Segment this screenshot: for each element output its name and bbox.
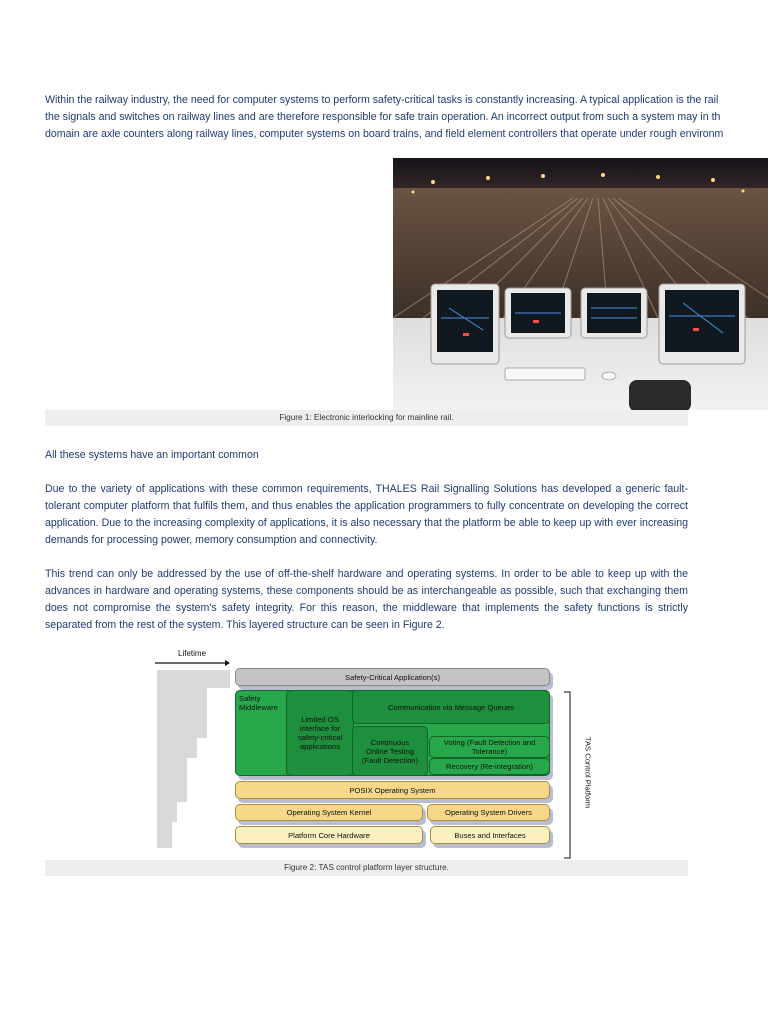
paragraph-thales: Due to the variety of applications with these common requirements, THALES Rail Signalling Solutions has developed a generic fault-tolerant computer platform that fulfils them, and thus enables the application programmers to fully concentrate on developing the correct application. Due to the increasing complexity of applications, it is also necessary that the platform be able to keep up with ever increasing demands for processing power, memory consumption and connectivity.	[45, 483, 688, 546]
layer-os-kernel: Operating System Kernel	[235, 804, 423, 821]
layer-core-hardware: Platform Core Hardware	[235, 826, 423, 844]
layer-posix: POSIX Operating System	[235, 781, 550, 799]
layer-diagram	[150, 646, 593, 862]
tas-platform-label: TAS Control Platform	[583, 736, 593, 809]
lifetime-arrowhead	[225, 660, 230, 666]
paragraph-common: All these systems have an important common	[45, 449, 259, 461]
layer-application: Safety-Critical Application(s)	[235, 668, 550, 686]
box-voting: Voting (Fault Detection and Tolerance)	[429, 736, 550, 758]
intro-line-1: Within the railway industry, the need for computer systems to perform safety-critical tasks is constantly increasing. A typical application is the rail	[45, 94, 719, 106]
box-limited-os: Limited OS interface for safety-critical applications	[286, 690, 354, 776]
intro-line-3: domain are axle counters along railway lines, computer systems on board trains, and field element controllers that operate under rough environm	[45, 128, 724, 140]
paragraph-trend: This trend can only be addressed by the use of off-the-shelf hardware and operating systems. In order to be able to keep up with the advances in hardware and operating systems, these components should be as interchangeable as possible, such that exchanging them does not compromise the system's safety integrity. For this reason, the middleware that implements the safety functions is strictly separated from the rest of the system. This layered structure can be seen in Figure 2.	[45, 568, 688, 631]
interlocking-photo	[393, 158, 768, 410]
box-online-testing: Continuous Online Testing (Fault Detection)	[352, 726, 428, 776]
intro-paragraph	[45, 92, 768, 143]
layer-os-drivers: Operating System Drivers	[427, 804, 550, 821]
figure2-caption: Figure 2: TAS control platform layer structure.	[45, 860, 688, 876]
safety-middleware-label: Safety Middleware	[239, 694, 278, 712]
layer-buses-interfaces: Buses and Interfaces	[430, 826, 550, 844]
figure1-caption: Figure 1: Electronic interlocking for mainline rail.	[45, 410, 688, 426]
box-message-queues: Communication via Message Queues	[352, 690, 550, 724]
lifetime-label: Lifetime	[178, 649, 207, 658]
lifetime-staircase	[157, 670, 230, 848]
photo-illustration	[393, 158, 768, 410]
box-recovery: Recovery (Re-integration)	[429, 758, 550, 775]
platform-bracket	[564, 692, 570, 858]
intro-line-2: the signals and switches on railway lines and are therefore responsible for safe train operation. An incorrect output from such a system may in th	[45, 111, 721, 123]
